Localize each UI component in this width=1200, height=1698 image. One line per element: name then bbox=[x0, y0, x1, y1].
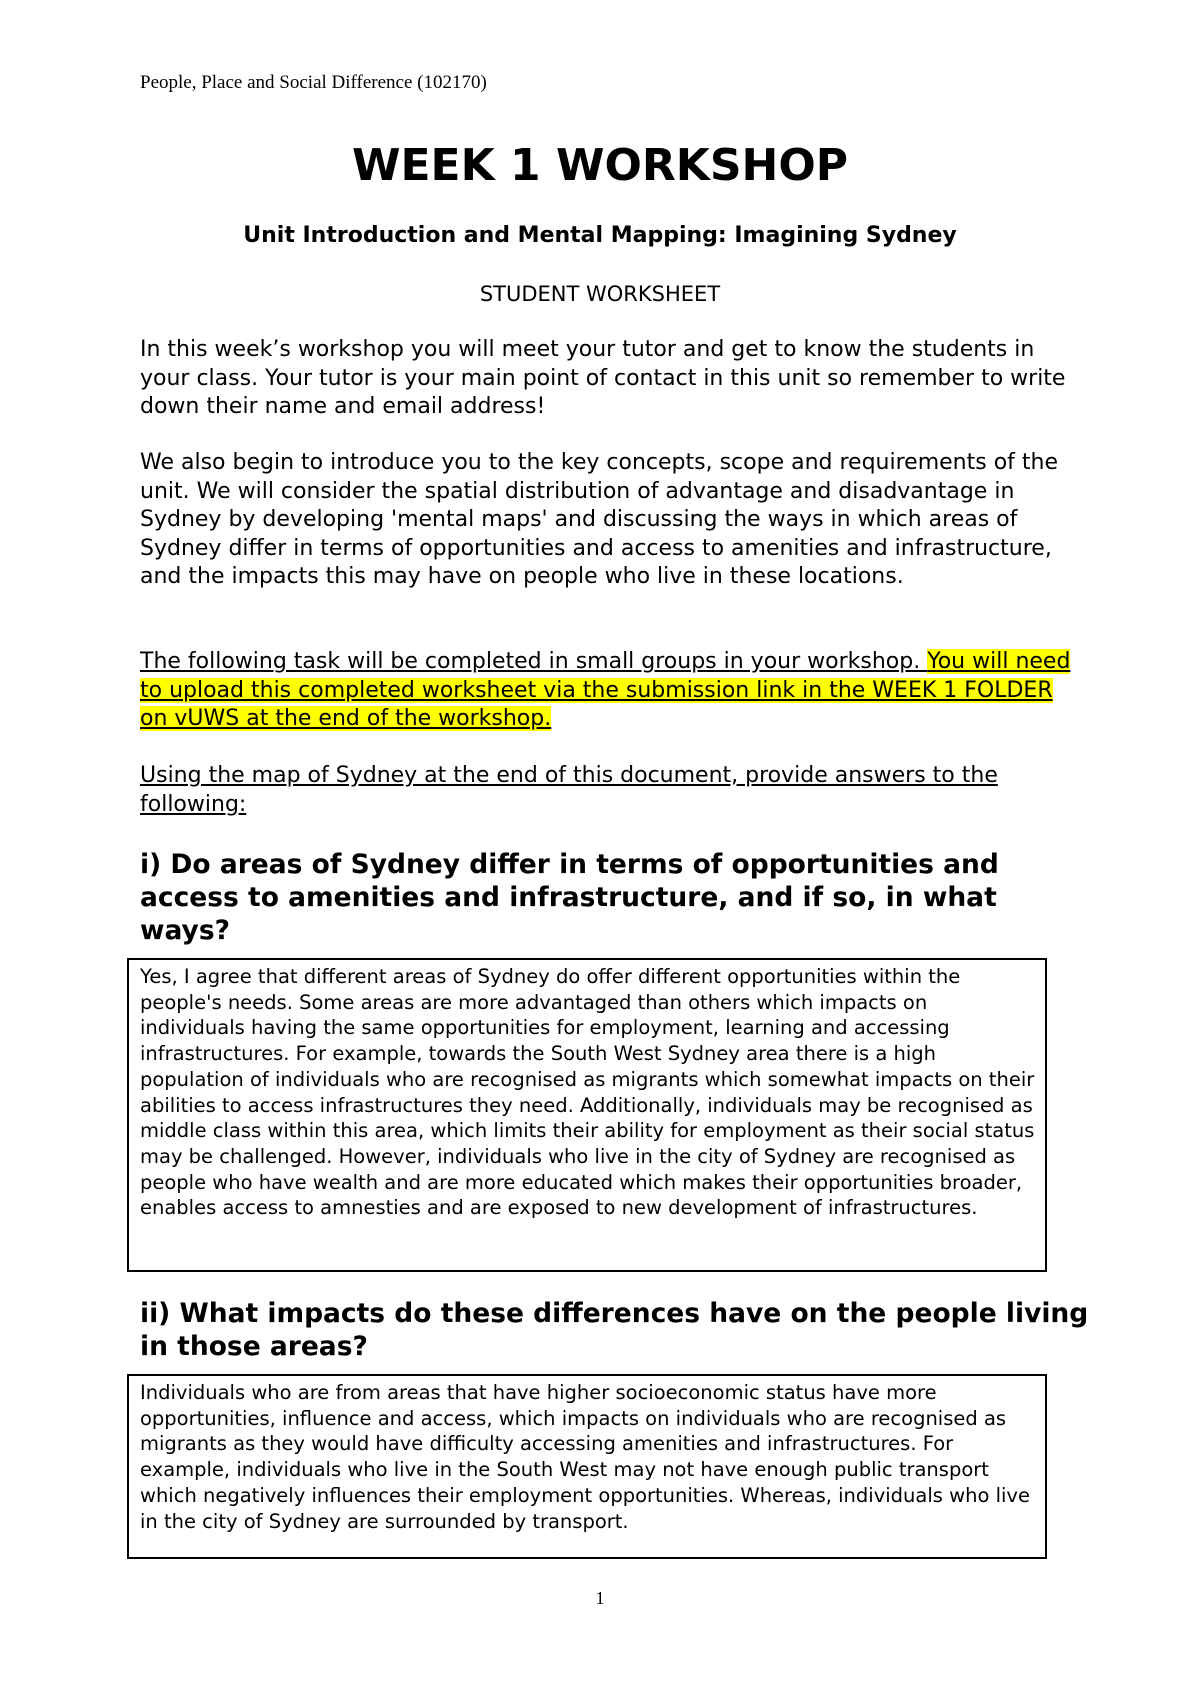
intro-paragraph: In this week’s workshop you will meet your tutor and get to know the students in your class. Your tutor is your main point of contact in this unit so remember to write down their name and email address! bbox=[140, 337, 1066, 419]
page-title: WEEK 1 WORKSHOP bbox=[351, 140, 849, 191]
answer-2-text: Individuals who are from areas that have higher socioeconomic status have more opportunities, influence and access, which impacts on individuals who are recognised as migrants as they would have difficulty accessing amenities and infrastructures. For example, individuals who live in the South West may not have enough public transport which negatively influences their employment opportunities. Whereas, individuals who live in the city of Sydney are surrounded by transport. bbox=[140, 1381, 1030, 1533]
question-1: i) Do areas of Sydney differ in terms of opportunities and access to amenities and infrastructure, and if so, in what ways? bbox=[140, 849, 999, 946]
task-paragraph bbox=[140, 648, 1080, 734]
concepts-paragraph: We also begin to introduce you to the key concepts, scope and requirements of the unit. We will consider the spatial distribution of advantage and disadvantage in Sydney by developing 'mental maps' and discussing the ways in which areas of Sydney differ in terms of opportunities and access to amenities and infrastructure, and the impacts this may have on people who live in these locations. bbox=[140, 450, 1058, 589]
answer-box-2[interactable] bbox=[127, 1374, 1047, 1559]
instructions-paragraph: Using the map of Sydney at the end of this document, provide answers to the following: bbox=[140, 763, 998, 817]
question-2: ii) What impacts do these differences have on the people living in those areas? bbox=[140, 1298, 1089, 1362]
upload-instruction-highlight: You will need to upload this completed worksheet via the submission link in the WEEK 1 FOLDER on vUWS at the end of the workshop. bbox=[140, 649, 1071, 731]
answer-1-text: Yes, I agree that different areas of Sydney do offer different opportunities within the people's needs. Some areas are more advantaged than others which impacts on individuals having the same opportunities for employment, learning and accessing infrastructures. For example, towards the South West Sydney area there is a high population of individuals who are recognised as migrants which somewhat impacts on their abilities to access infrastructures they need. Additionally, individuals may be recognised as middle class within this area, which limits their ability for employment as their social status may be challenged. However, individuals who live in the city of Sydney are recognised as people who have wealth and are more educated which makes their opportunities broader, enables access to amnesties and are exposed to new development of infrastructures. bbox=[140, 965, 1035, 1220]
page-number: 1 bbox=[595, 1588, 605, 1608]
page-subtitle: Unit Introduction and Mental Mapping: Imagining Sydney bbox=[243, 223, 957, 248]
answer-box-1[interactable] bbox=[127, 958, 1047, 1272]
running-header: People, Place and Social Difference (102170) bbox=[140, 72, 487, 93]
task-text: The following task will be completed in small groups in your workshop. bbox=[140, 649, 928, 674]
worksheet-label: STUDENT WORKSHEET bbox=[479, 282, 721, 306]
